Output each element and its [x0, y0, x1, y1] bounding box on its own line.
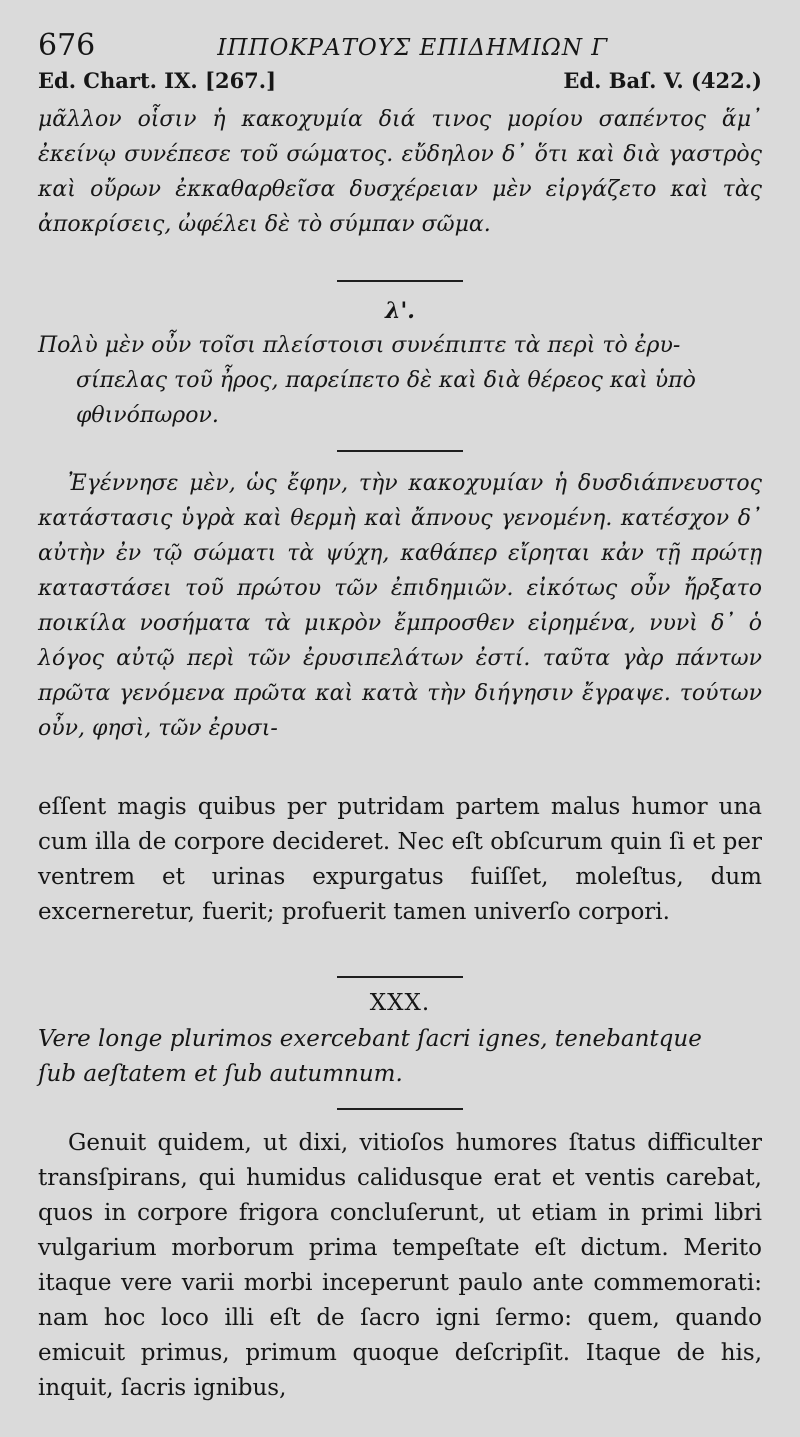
latin-commentary-paragraph: Genuit quidem, ut dixi, vitioſos humores ſtatus difficulter transſpirans, qui humidus calidusque erat et ventis carebat, quos in corpore frigora concluſerunt, ut etiam in primi libri vulgarium morborum prima tempeſtate eſt dictum. Merito itaque vere varii morbi inceperunt paulo ante commemorati: nam hoc loco illi eſt de ſacro igni ſermo: quem, quando emicuit primus, primum quoque deſcripſit. Itaque de his, inquit, ſacris ignibus,	[38, 1130, 762, 1401]
greek-commentary-block	[38, 466, 762, 766]
greek-continuation-paragraph: μᾶλλον οἷσιν ἡ κακοχυμία διά τινος μορίου σαπέντος ἅμ᾽ ἐκείνῳ συνέπεσε τοῦ σώματος. εὔδηλον δ᾽ ὅτι καὶ διὰ γαστρὸς καὶ οὔρων ἐκκαθαρθεῖσα δυσχέρειαν μὲν εἰργάζετο καὶ τὰς ἀποκρίσεις, ὠφέλει δὲ τὸ σύμπαν σῶμα.	[38, 107, 762, 237]
latin-lemma	[38, 1022, 762, 1094]
page-number: 676	[38, 28, 96, 63]
greek-lemma	[38, 328, 762, 438]
latin-lemma-line: ſub aeſtatem et ſub autumnum.	[38, 1061, 403, 1087]
greek-lemma-line: Πολὺ μὲν οὖν τοῖσι πλείστοισι συνέπιπτε τὰ περὶ τὸ ἐρυ-	[38, 333, 681, 358]
latin-lemma-line: Vere longe plurimos exercebant ſacri ignes, tenebantque	[38, 1026, 702, 1052]
greek-lemma-line: σίπελας τοῦ ἦρος, παρείπετο δὲ καὶ διὰ θέρεος καὶ ὑπὸ	[76, 368, 696, 393]
latin-section-numeral: XXX.	[369, 990, 431, 1016]
running-title: ΙΠΠΟΚΡΑΤΟΥΣ ΕΠΙΔΗΜΙΩΝ Γ	[217, 35, 609, 61]
edition-right: Ed. Baſ. V. (422.)	[563, 68, 762, 93]
greek-text-block	[38, 102, 762, 262]
latin-commentary-block	[38, 1126, 762, 1406]
greek-section-numeral: λ'.	[385, 298, 415, 324]
greek-commentary-paragraph: Ἐγέννησε μὲν, ὡς ἔφην, τὴν κακοχυμίαν ἡ δυσδιάπνευστος κατάστασις ὑγρὰ καὶ θερμὴ καὶ ἄπνους γενομένη. κατέσχον δ᾽ αὐτὴν ἐν τῷ σώματι τὰ ψύχη, καθάπερ εἴρηται κἀν τῇ πρώτῃ καταστάσει τοῦ πρώτου τῶν ἐπιδημιῶν. εἰκότως οὖν ἤρξατο ποικίλα νοσήματα τὰ μικρὸν ἔμπροσθεν εἰρημένα, νυνὶ δ᾽ ὁ λόγος αὐτῷ περὶ τῶν ἐρυσιπελάτων ἐστί. ταῦτα γὰρ πάντων πρῶτα γενόμενα πρῶτα καὶ κατὰ τὴν διήγησιν ἔγραψε. τούτων οὖν, φησὶ, τῶν ἐρυσι-	[38, 471, 762, 741]
page-header	[38, 28, 762, 66]
latin-text-block	[38, 790, 762, 960]
edition-left: Ed. Chart. IX. [267.]	[38, 68, 277, 93]
edition-line	[38, 68, 762, 102]
latin-continuation-paragraph: eſſent magis quibus per putridam partem malus humor una cum illa de corpore decideret. Nec eſt obſcurum quin ſi et per ventrem et urinas expurgatus fuiſſet, moleſtus, dum excerneretur, fuerit; profuerit tamen univerſo corpori.	[38, 794, 762, 925]
greek-lemma-line: φθινόπωρον.	[76, 403, 219, 428]
